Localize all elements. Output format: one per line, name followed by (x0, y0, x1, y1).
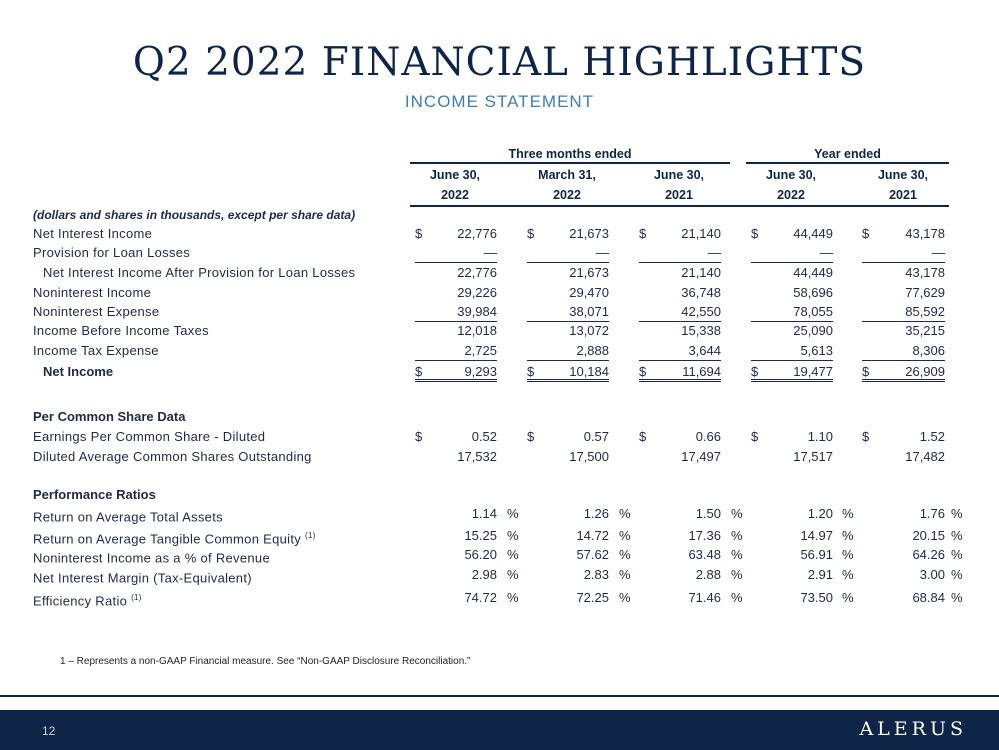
column-header-line1: March 31, (538, 168, 596, 182)
percent-sign: % (619, 547, 631, 562)
percent-sign: % (619, 506, 631, 521)
percent-sign: % (842, 506, 854, 521)
value-cell (751, 263, 833, 283)
value-cell (415, 588, 497, 608)
value-cell (751, 588, 833, 608)
value: 35,215 (905, 323, 945, 338)
value-cell (639, 427, 721, 447)
value-cell (415, 321, 497, 341)
footer-bar (0, 710, 999, 750)
value: 44,449 (793, 226, 833, 241)
percent-sign: % (842, 528, 854, 543)
value-cell (527, 504, 609, 524)
value-cell (639, 302, 721, 322)
value-cell (527, 321, 609, 341)
column-header-line2: 2022 (441, 188, 469, 202)
percent-sign: % (507, 567, 519, 582)
column-header-line1: June 30, (429, 168, 481, 182)
value-cell (527, 526, 609, 546)
value: 1.52 (919, 429, 945, 444)
value-cell (751, 526, 833, 546)
value-cell (415, 504, 497, 524)
value: — (596, 245, 609, 260)
value-cell (527, 545, 609, 565)
value: — (484, 245, 497, 260)
table-row (0, 447, 999, 467)
group-header-year-rule (746, 162, 949, 164)
value-cell (415, 302, 497, 322)
dollar-sign: $ (862, 226, 870, 241)
value: 42,550 (681, 304, 721, 319)
value-cell (751, 341, 833, 361)
value-cell (415, 526, 497, 546)
dollar-sign: $ (415, 364, 423, 379)
column-header-1 (405, 165, 505, 205)
dollar-sign: $ (527, 364, 535, 379)
section-heading: Per Common Share Data (33, 409, 186, 424)
value-cell (527, 263, 609, 283)
value: 8,306 (912, 343, 945, 358)
percent-sign: % (842, 547, 854, 562)
row-label (33, 504, 223, 527)
value: 19,477 (793, 364, 833, 379)
row-label: Income Before Income Taxes (33, 323, 209, 338)
value-cell (862, 565, 945, 585)
row-label: Income Tax Expense (33, 343, 159, 358)
value-cell (639, 283, 721, 303)
column-header-line2: 2022 (777, 188, 805, 202)
row-label-text: Noninterest Income as a % of Revenue (33, 550, 270, 566)
value-cell (639, 447, 721, 467)
value: 5,613 (800, 343, 833, 358)
value: 43,178 (905, 226, 945, 241)
value-cell (415, 362, 497, 382)
value: 0.66 (695, 429, 721, 444)
value-cell (639, 504, 721, 524)
percent-sign: % (842, 590, 854, 605)
section-heading-row (0, 407, 999, 427)
percent-sign: % (507, 590, 519, 605)
value-cell (862, 427, 945, 447)
group-header-three-months: Three months ended (508, 147, 632, 161)
value: 58,696 (793, 285, 833, 300)
value-cell (639, 341, 721, 361)
percent-sign: % (951, 547, 963, 562)
value-cell (862, 362, 945, 382)
table-row (0, 263, 999, 283)
value-cell (862, 504, 945, 524)
percent-sign: % (951, 567, 963, 582)
table-row (0, 526, 999, 546)
column-header-line1: June 30, (653, 168, 705, 182)
value: 21,673 (569, 226, 609, 241)
value-cell (862, 224, 945, 244)
value: 1.20 (807, 506, 833, 521)
row-label: Net Interest Income After Provision for Loan Losses (43, 265, 356, 280)
value: 1.76 (919, 506, 945, 521)
value-cell (415, 447, 497, 467)
row-label-text: Return on Average Total Assets (33, 509, 223, 525)
value-cell (862, 447, 945, 467)
table-row (0, 588, 999, 608)
value-cell (862, 526, 945, 546)
column-header-4 (741, 165, 841, 205)
value-cell (751, 565, 833, 585)
percent-sign: % (507, 547, 519, 562)
dollar-sign: $ (751, 429, 759, 444)
dollar-sign: $ (751, 364, 759, 379)
value: 2,888 (576, 343, 609, 358)
section-heading-row (0, 485, 999, 505)
value: 17,500 (569, 449, 609, 464)
footnote-marker: (1) (131, 593, 142, 602)
value-cell (751, 427, 833, 447)
dollar-sign: $ (527, 226, 535, 241)
value: 29,470 (569, 285, 609, 300)
percent-sign: % (507, 528, 519, 543)
value: 1.50 (695, 506, 721, 521)
value-cell (639, 526, 721, 546)
value: 39,984 (457, 304, 497, 319)
value: 43,178 (905, 265, 945, 280)
row-label: Earnings Per Common Share - Diluted (33, 429, 266, 444)
table-row (0, 341, 999, 361)
value: 56.91 (800, 547, 833, 562)
table-row (0, 545, 999, 565)
value: 38,071 (569, 304, 609, 319)
table-row (0, 283, 999, 303)
value-cell (751, 362, 833, 382)
value-cell (527, 302, 609, 322)
value-cell (639, 362, 721, 382)
value-cell (639, 263, 721, 283)
dollar-sign: $ (639, 429, 647, 444)
dollar-sign: $ (527, 429, 535, 444)
value: 21,140 (681, 265, 721, 280)
column-header-3 (629, 165, 729, 205)
value-cell (415, 545, 497, 565)
value: — (820, 245, 833, 260)
value-cell (415, 427, 497, 447)
table-row (0, 243, 999, 263)
percent-sign: % (951, 528, 963, 543)
value-cell (639, 224, 721, 244)
value-cell (415, 565, 497, 585)
column-header-line2: 2021 (889, 188, 917, 202)
row-label-text: Return on Average Tangible Common Equity (33, 531, 302, 547)
value: 20.15 (912, 528, 945, 543)
value-cell (527, 447, 609, 467)
value: 72.25 (576, 590, 609, 605)
column-header-line1: June 30, (877, 168, 929, 182)
value: 36,748 (681, 285, 721, 300)
row-label-text: Net Interest Margin (Tax-Equivalent) (33, 570, 252, 586)
value-cell (862, 341, 945, 361)
value: 2.88 (695, 567, 721, 582)
table-row (0, 321, 999, 341)
row-label: Noninterest Income (33, 285, 152, 300)
value: 3.00 (919, 567, 945, 582)
value-cell (415, 263, 497, 283)
value: 57.62 (576, 547, 609, 562)
footnote: 1 – Represents a non-GAAP Financial measure. See “Non-GAAP Disclosure Reconciliation.” (60, 656, 471, 667)
value: 73.50 (800, 590, 833, 605)
value-cell (527, 341, 609, 361)
value: 3,644 (688, 343, 721, 358)
value: — (932, 245, 945, 260)
value: 17.36 (688, 528, 721, 543)
value: 26,909 (905, 364, 945, 379)
percent-sign: % (507, 506, 519, 521)
value: 74.72 (464, 590, 497, 605)
value-cell (639, 545, 721, 565)
dollar-sign: $ (415, 429, 423, 444)
value-cell (862, 545, 945, 565)
value: 15.25 (464, 528, 497, 543)
value: 11,694 (682, 364, 721, 379)
dollar-sign: $ (862, 364, 870, 379)
value: 85,592 (905, 304, 945, 319)
value-cell (751, 302, 833, 322)
value-cell (639, 588, 721, 608)
dollar-sign: $ (639, 226, 647, 241)
page-number: 12 (42, 724, 56, 738)
value-cell (527, 362, 609, 382)
value-cell (527, 427, 609, 447)
value: 2.83 (583, 567, 609, 582)
value-cell (862, 243, 945, 263)
value-cell (639, 321, 721, 341)
value: 78,055 (793, 304, 833, 319)
value: 22,776 (457, 265, 497, 280)
value: 22,776 (457, 226, 497, 241)
percent-sign: % (619, 590, 631, 605)
value-cell (862, 263, 945, 283)
value-cell (527, 565, 609, 585)
row-label: Diluted Average Common Shares Outstanding (33, 449, 312, 464)
value: 12,018 (457, 323, 497, 338)
value-cell (751, 447, 833, 467)
value: 17,497 (681, 449, 721, 464)
dollar-sign: $ (415, 226, 423, 241)
dollar-sign: $ (751, 226, 759, 241)
page-subtitle: INCOME STATEMENT (404, 92, 595, 111)
row-label: Net Income (43, 364, 114, 379)
value: 68.84 (912, 590, 945, 605)
table-row (0, 504, 999, 524)
value-cell (862, 283, 945, 303)
table-row (0, 224, 999, 244)
value: 2.98 (471, 567, 497, 582)
value: 10,184 (569, 364, 609, 379)
value-cell (862, 588, 945, 608)
value-cell (862, 321, 945, 341)
row-label-text: Efficiency Ratio (33, 593, 128, 609)
value: 77,629 (905, 285, 945, 300)
value-cell (751, 283, 833, 303)
group-header-year: Year ended (814, 147, 881, 161)
percent-sign: % (619, 528, 631, 543)
column-header-line2: 2022 (553, 188, 581, 202)
table-row-net-income (0, 362, 999, 382)
value: 1.14 (471, 506, 497, 521)
value-cell (639, 565, 721, 585)
percent-sign: % (731, 528, 743, 543)
value-cell (527, 224, 609, 244)
column-header-5 (853, 165, 953, 205)
value: 29,226 (457, 285, 497, 300)
value: 21,140 (681, 226, 721, 241)
value: 1.26 (583, 506, 609, 521)
percent-sign: % (842, 567, 854, 582)
table-row (0, 565, 999, 585)
value: 14.72 (576, 528, 609, 543)
value: 13,072 (569, 323, 609, 338)
row-label: Noninterest Expense (33, 304, 160, 319)
company-logo: ALERUS (859, 718, 967, 740)
row-label (33, 565, 252, 588)
value: 17,517 (793, 449, 833, 464)
row-label: Net Interest Income (33, 226, 153, 241)
value-cell (415, 243, 497, 263)
value-cell (751, 545, 833, 565)
value-cell (751, 321, 833, 341)
value: 2.91 (807, 567, 833, 582)
units-note: (dollars and shares in thousands, except per share data) (33, 208, 356, 222)
percent-sign: % (731, 547, 743, 562)
value-cell (751, 504, 833, 524)
value-cell (415, 341, 497, 361)
units-note-row (0, 205, 999, 225)
column-header-line1: June 30, (765, 168, 817, 182)
value: 25,090 (793, 323, 833, 338)
value: 71.46 (688, 590, 721, 605)
value-cell (415, 224, 497, 244)
value: 44,449 (793, 265, 833, 280)
value: 64.26 (912, 547, 945, 562)
percent-sign: % (731, 590, 743, 605)
value: 9,293 (464, 364, 497, 379)
value: 21,673 (569, 265, 609, 280)
value-cell (527, 243, 609, 263)
value-cell (751, 243, 833, 263)
section-heading: Performance Ratios (33, 487, 156, 502)
table-row (0, 427, 999, 447)
value-cell (527, 588, 609, 608)
column-header-line2: 2021 (665, 188, 693, 202)
percent-sign: % (619, 567, 631, 582)
page-title: Q2 2022 FINANCIAL HIGHLIGHTS (132, 40, 867, 85)
row-label (33, 588, 142, 611)
value: 2,725 (464, 343, 497, 358)
footnote-marker: (1) (305, 531, 316, 540)
value-cell (527, 283, 609, 303)
value-cell (862, 302, 945, 322)
value: 17,482 (905, 449, 945, 464)
group-header-three-months-rule (410, 162, 730, 164)
row-label: Provision for Loan Losses (33, 245, 191, 260)
value: 14.97 (800, 528, 833, 543)
value: — (708, 245, 721, 260)
value: 0.57 (583, 429, 609, 444)
dollar-sign: $ (862, 429, 870, 444)
value: 1.10 (807, 429, 833, 444)
percent-sign: % (731, 567, 743, 582)
column-header-2 (517, 165, 617, 205)
value-cell (751, 224, 833, 244)
percent-sign: % (951, 590, 963, 605)
value: 0.52 (471, 429, 497, 444)
percent-sign: % (951, 506, 963, 521)
footer-rule (0, 695, 999, 697)
value: 15,338 (681, 323, 721, 338)
value-cell (415, 283, 497, 303)
value-cell (639, 243, 721, 263)
percent-sign: % (731, 506, 743, 521)
table-row (0, 302, 999, 322)
value: 17,532 (457, 449, 497, 464)
dollar-sign: $ (639, 364, 647, 379)
value: 63.48 (688, 547, 721, 562)
value: 56.20 (464, 547, 497, 562)
